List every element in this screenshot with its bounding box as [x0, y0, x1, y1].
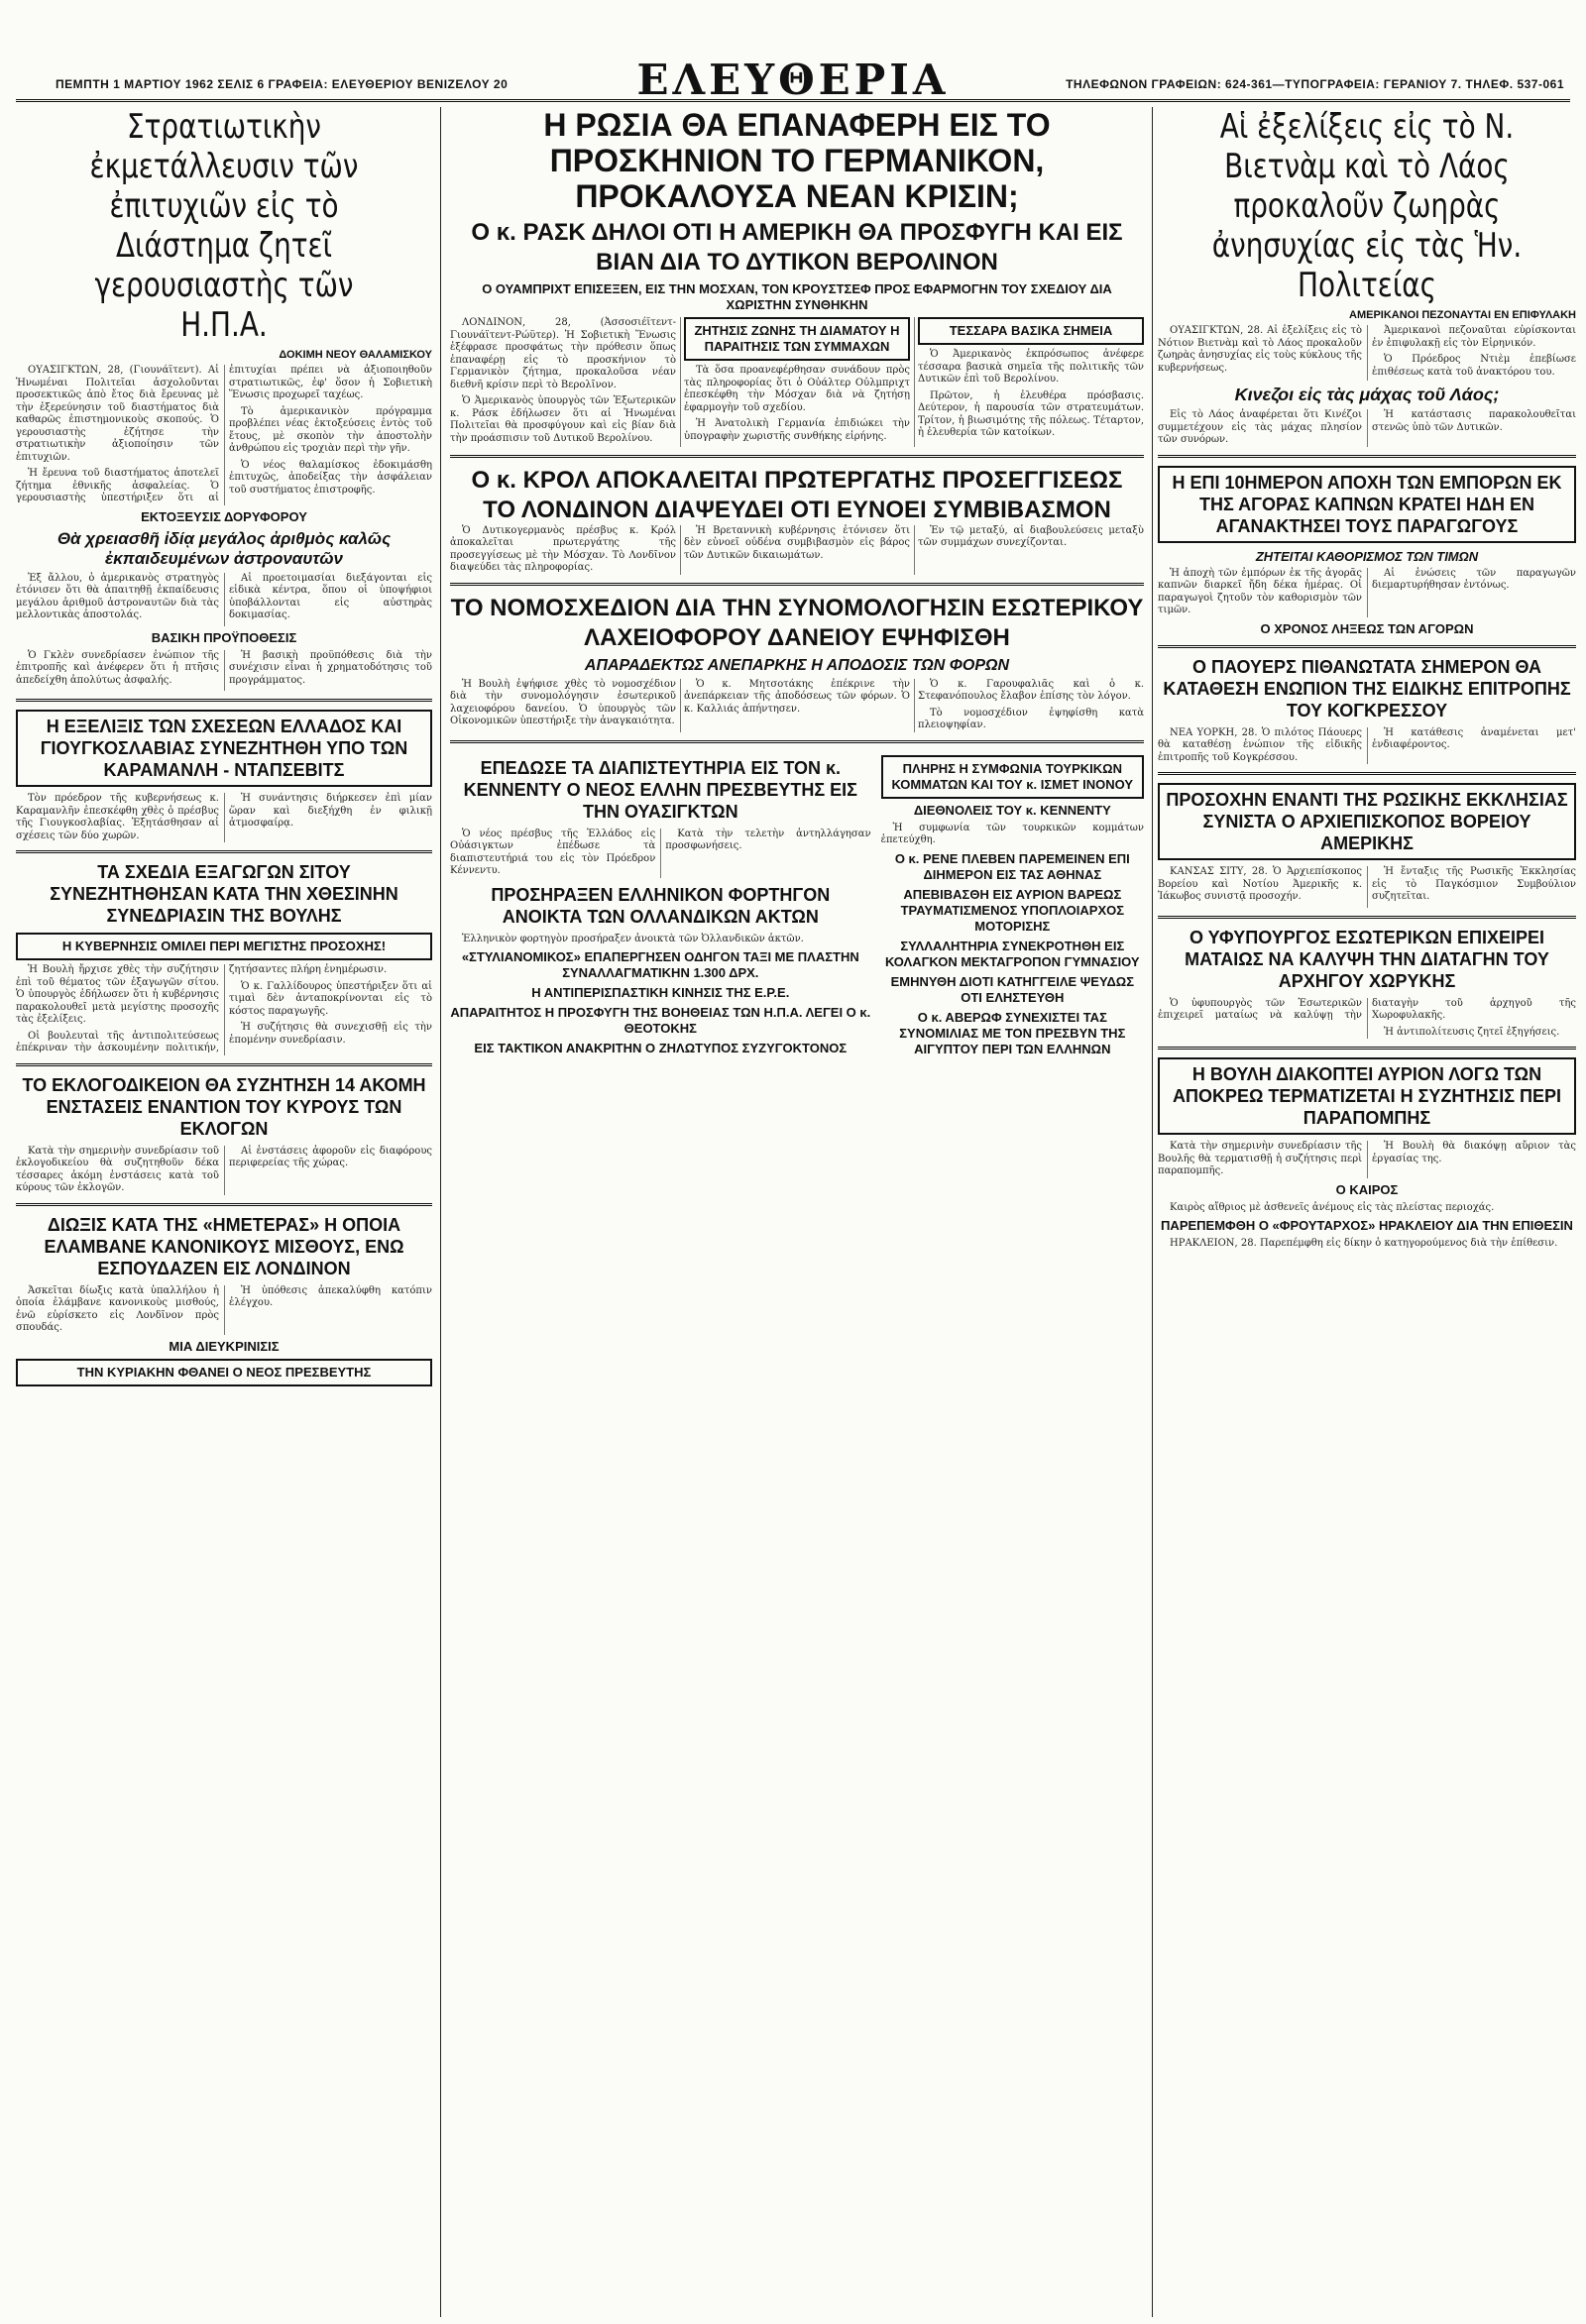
story-headline: ΤΟ ΕΚΛΟΓΟΔΙΚΕΙΟΝ ΘΑ ΣΥΖΗΤΗΣΗ 14 ΑΚΟΜΗ ΕΝΣΤΑΣΕΙΣ ΕΝΑΝΤΙΟΝ ΤΟΥ ΚΥΡΟΥΣ ΤΩΝ ΕΚΛΟΓΩΝ	[22, 1074, 426, 1139]
kicker-headline: Θὰ χρειασθῆ ἰδίᾳ μεγάλος ἀριθμὸς καλῶς ἐκπαιδευμένων ἀστροναυτῶν	[57, 528, 392, 568]
boxed-subhead: ΖΗΤΗΣΙΣ ΖΩΝΗΣ ΤΗ ΔΙΑΜΑΤΟΥ Η ΠΑΡΑΙΤΗΣΙΣ ΤΩΝ ΣΥΜΜΑΧΩΝ	[684, 317, 910, 361]
subhead: ΜΙΑ ΔΙΕΥΚΡΙΝΙΣΙΣ	[169, 1338, 280, 1354]
story-headline: ΤΑ ΣΧΕΔΙΑ ΕΞΑΓΩΓΩΝ ΣΙΤΟΥ ΣΥΝΕΖΗΤΗΘΗΣΑΝ ΚΑΤΑ ΤΗΝ ΧΘΕΣΙΝΗΝ ΣΥΝΕΔΡΙΑΣΙΝ ΤΗΣ ΒΟΥΛΗΣ	[50, 862, 398, 926]
center-column: Η ΡΩΣΙΑ ΘΑ ΕΠΑΝΑΦΕΡΗ ΕΙΣ ΤΟ ΠΡΟΣΚΗΝΙΟΝ ΤΟ ΓΕΡΜΑΝΙΚΟΝ, ΠΡΟΚΑΛΟΥΣΑ ΝΕΑΝ ΚΡΙΣΙΝ; Ο κ. ΡΑΣΚ ΔΗΛΟΙ ΟΤΙ Η ΑΜΕΡΙΚΗ ΘΑ ΠΡΟΣΦΥΓΗ ΚΑΙ ΕΙΣ ΒΙΑΝ ΔΙΑ ΤΟ ΔΥΤΙΚΟΝ ΒΕΡΟΛΙΝΟΝ Ο ΟΥΑΜΠΡΙΧΤ ΕΠΙΣΕΞΕΝ, ΕΙΣ ΤΗΝ ΜΟΣΧΑΝ, ΤΟΝ ΚΡΟΥΣΤΣΕΦ ΠΡΟΣ ΕΦΑΡΜΟΓΗΝ ΤΟΥ ΣΧΕΔΙΟΥ ΔΙΑ ΧΩΡΙΣΤΗΝ ΣΥΝΘΗΚΗΝ ΛΟΝΔΙΝΟΝ, 28, (Ἀσσοσιέϊτεντ-Γιουνάϊτεντ-Ρώϋτερ). Ἡ Σοβιετικὴ Ἕνωσις ἐξέφρασε προσφάτως τὴν πρόθεσιν ὅπως ἐπαναφέρῃ εἰς τὸ προσκήνιον τὸ Γερμανικὸν ζήτημα, προκαλοῦσα νέαν διεθνῆ κρίσιν περὶ τὸ Βερολῖνον. Ὁ Ἀμερικανὸς ὑπουργὸς τῶν Ἐξωτερικῶν κ. Ράσκ ἐδήλωσεν ὅτι αἱ Ἡνωμέναι Πολιτεῖαι θὰ προσφύγουν καὶ εἰς βίαν διὰ τὴν προάσπισιν τοῦ Δυτικοῦ Βερολίνου. ΖΗΤΗΣΙΣ ΖΩΝΗΣ ΤΗ ΔΙΑΜΑΤΟΥ Η ΠΑΡΑΙΤΗΣΙΣ ΤΩΝ ΣΥΜΜΑΧΩΝ Τὰ ὅσα προανεφέρθησαν συνάδουν πρὸς τὰς πληροφορίας ὅτι ὁ Οὐάλτερ Οὐλμπριχτ ἐπεσκέφθη τὴν Μόσχαν διὰ νὰ ζητήσῃ ἐφαρμογὴν τοῦ σχεδίου. Ἡ Ἀνατολικὴ Γερμανία ἐπιδιώκει τὴν ὑπογραφὴν χωριστῆς συνθήκης εἰρήνης. ΤΕΣΣΑΡΑ ΒΑΣΙΚΑ ΣΗΜΕΙΑ Ὁ Ἀμερικανὸς ἐκπρόσωπος ἀνέφερε τέσσαρα βασικὰ σημεῖα τῆς πολιτικῆς τῶν Δυτικῶν ἐπὶ τοῦ Βερολίνου. Πρῶτον, ἡ ἐλευθέρα πρόσβασις. Δεύτερον, ἡ παρουσία τῶν στρατευμάτων. Τρίτον, ἡ βιωσιμότης τῆς πόλεως. Τέταρτον, ἡ ἐλευθερία τῶν κατοίκων. Ο κ. ΚΡΟΛ ΑΠΟΚΑΛΕΙΤΑΙ ΠΡΩΤΕΡΓΑΤΗΣ ΠΡΟΣΕΓΓΙΣΕΩΣ ΤΟ ΛΟΝΔΙΝΟΝ ΔΙΑΨΕΥΔΕΙ ΟΤΙ ΕΥΝΟΕΙ ΣΥΜΒΙΒΑΣΜΟΝ Ὁ Δυτικογερμανὸς πρέσβυς κ. Κρόλ ἀποκαλεῖται πρωτεργάτης τῆς προσεγγίσεως μὲ τὴν Μόσχαν. Τὸ Λονδῖνον διαψεύδει τὰς πληροφορίας. Ἡ Βρεταννικὴ κυβέρνησις ἐτόνισεν ὅτι δὲν εὐνοεῖ οὐδένα συμβιβασμὸν εἰς βάρος τῶν Δυτικῶν δικαιωμάτων. Ἐν τῷ μεταξύ, αἱ διαβουλεύσεις μεταξὺ τῶν συμμάχων συνεχίζονται. ΤΟ ΝΟΜΟΣΧΕΔΙΟΝ ΔΙΑ ΤΗΝ ΣΥΝΟΜΟΛΟΓΗΣΙΝ ΕΣΩΤΕΡΙΚΟΥ ΛΑΧΕΙΟΦΟΡΟΥ ΔΑΝΕΙΟΥ ΕΨΗΦΙΣΘΗ ΑΠΑΡΑΔΕΚΤΩΣ ΑΝΕΠΑΡΚΗΣ Η ΑΠΟΔΟΣΙΣ ΤΩΝ ΦΟΡΩΝ Ἡ Βουλὴ ἐψήφισε χθὲς τὸ νομοσχέδιον διὰ τὴν συνομολόγησιν ἐσωτερικοῦ λαχειοφόρου δανείου. Ὁ ὑπουργὸς τῶν Οἰκονομικῶν ὑπεστήριξε τὴν ἀναγκαιότητα. Ὁ κ. Μητσοτάκης ἐπέκρινε τὴν ἀνεπάρκειαν τῆς ἀποδόσεως τῶν φόρων. Ὁ κ. Καλλιάς ἀπήντησεν. Ὁ κ. Γαρουφαλιᾶς καὶ ὁ κ. Στεφανόπουλος ἔλαβον ἐπίσης τὸν λόγον. Τὸ νομοσχέδιον ἐψηφίσθη κατὰ πλειοψηφίαν. ΕΠΕΔΩΣΕ ΤΑ ΔΙΑΠΙΣΤΕΥΤΗΡΙΑ ΕΙΣ ΤΟΝ κ. ΚΕΝΝΕΝΤΥ Ο ΝΕΟΣ ΕΛΛΗΝ ΠΡΕΣΒΕΥΤΗΣ ΕΙΣ ΤΗΝ ΟΥΑΣΙΓΚΤΩΝ Ὁ νέος πρέσβυς τῆς Ἑλλάδος εἰς Οὐάσιγκτων ἐπέδωσε τὰ διαπιστευτήριά του εἰς τὸν Πρόεδρον Κέννεντυ. Κατὰ τὴν τελετὴν ἀντηλλάγησαν προσφωνήσεις. ΠΡΟΣΗΡΑΞΕΝ ΕΛΛΗΝΙΚΟΝ ΦΟΡΤΗΓΟΝ ΑΝΟΙΚΤΑ ΤΩΝ ΟΛΛΑΝΔΙΚΩΝ ΑΚΤΩΝ Ἑλληνικὸν φορτηγὸν προσήραξεν ἀνοικτὰ τῶν Ὀλλανδικῶν ἀκτῶν. «ΣΤΥΛΙΑΝΟΜΙΚΟΣ» ΕΠΑΠΕΡΓΗΣΕΝ ΟΔΗΓΟΝ ΤΑΞΙ ΜΕ ΠΛΑΣΤΗΝ ΣΥΝΑΛΛΑΓΜΑΤΙΚΗΝ 1.300 ΔΡΧ. Η ΑΝΤΙΠΕΡΙΣΠΑΣΤΙΚΗ ΚΙΝΗΣΙΣ ΤΗΣ Ε.Ρ.Ε. ΑΠΑΡΑΙΤΗΤΟΣ Η ΠΡΟΣΦΥΓΗ ΤΗΣ ΒΟΗΘΕΙΑΣ ΤΩΝ Η.Π.Α. ΛΕΓΕΙ Ο κ. ΘΕΟΤΟΚΗΣ ΕΙΣ ΤΑΚΤΙΚΟΝ ΑΝΑΚΡΙΤΗΝ Ο ΖΗΛΩΤΥΠΟΣ ΣΥΖΥΓΟΚΤΟΝΟΣ ΠΛΗΡΗΣ Η ΣΥΜΦΩΝΙΑ ΤΟΥΡΚΙΚΩΝ ΚΟΜΜΑΤΩΝ ΚΑΙ ΤΟΥ κ. ΙΣΜΕΤ ΙΝΟΝΟΥ ΔΙΕΘΝΟΛΕΙΣ ΤΟΥ κ. ΚΕΝΝΕΝΤΥ Ἡ συμφωνία τῶν τουρκικῶν κομμάτων ἐπετεύχθη. Ο κ. ΡΕΝΕ ΠΛΕΒΕΝ ΠΑΡΕΜΕΙΝΕΝ ΕΠΙ ΔΙΗΜΕΡΟΝ ΕΙΣ ΤΑΣ ΑΘΗΝΑΣ ΑΠΕΒΙΒΑΣΘΗ ΕΙΣ ΑΥΡΙΟΝ ΒΑΡΕΩΣ ΤΡΑΥΜΑΤΙΣΜΕΝΟΣ ΥΠΟΠΛΟΙΑΡΧΟΣ ΜΟΤΟΡΙΣΗΣ ΣΥΛΛΑΛΗΤΗΡΙΑ ΣΥΝΕΚΡΟΤΗΘΗ ΕΙΣ ΚΟΛΑΓΚΟΝ ΜΕΚΤΑΓΡΟΠΟΝ ΓΥΜΝΑΣΙΟΥ ΕΜΗΝΥΘΗ ΔΙΟΤΙ ΚΑΤΗΓΓΕΙΛΕ ΨΕΥΔΩΣ ΟΤΙ ΕΛΗΣΤΕΥΘΗ Ο κ. ΑΒΕΡΩΦ ΣΥΝΕΧΙΣΤΕΙ ΤΑΣ ΣΥΝΟΜΙΛΙΑΣ ΜΕ ΤΟΝ ΠΡΕΣΒΥΝ ΤΗΣ ΑΙΓΥΠΤΟΥ ΠΕΡΙ ΤΩΝ ΕΛΛΗΝΩΝ	[442, 107, 1153, 2317]
kicker-headline: Κινεζοι εἰς τὰς μάχας τοῦ Λάος;	[1234, 385, 1500, 404]
lead-kicker: Ο ΟΥΑΜΠΡΙΧΤ ΕΠΙΣΕΞΕΝ, ΕΙΣ ΤΗΝ ΜΟΣΧΑΝ, ΤΟΝ ΚΡΟΥΣΤΣΕΦ ΠΡΟΣ ΕΦΑΡΜΟΓΗΝ ΤΟΥ ΣΧΕΔΙΟΥ ΔΙΑ ΧΩΡΙΣΤΗΝ ΣΥΝΘΗΚΗΝ	[482, 281, 1112, 312]
story-headline: Η ΕΠΙ 10ΗΜΕΡΟΝ ΑΠΟΧΗ ΤΩΝ ΕΜΠΟΡΩΝ ΕΚ ΤΗΣ ΑΓΟΡΑΣ ΚΑΠΝΩΝ ΚΡΑΤΕΙ ΗΔΗ ΕΝ ΑΓΑΝΑΚΤΗΣΕΙ ΤΟΥΣ ΠΑΡΑΓΩΓΟΥΣ	[1158, 466, 1576, 543]
phone-line: ΤΗΛΕΦΩΝΟΝ ΓΡΑΦΕΙΩΝ: 624-361—ΤΥΠΟΓΡΑΦΕΙΑ: ΓΕΡΑΝΙΟΥ 7. ΤΗΛΕΦ. 537-061	[1066, 77, 1564, 91]
story-headline: Ο κ. ΑΒΕΡΩΦ ΣΥΝΕΧΙΣΤΕΙ ΤΑΣ ΣΥΝΟΜΙΛΙΑΣ ΜΕ ΤΟΝ ΠΡΕΣΒΥΝ ΤΗΣ ΑΙΓΥΠΤΟΥ ΠΕΡΙ ΤΩΝ ΕΛΛΗΝΩΝ	[899, 1009, 1126, 1056]
lead-headline: Η ΡΩΣΙΑ ΘΑ ΕΠΑΝΑΦΕΡΗ ΕΙΣ ΤΟ ΠΡΟΣΚΗΝΙΟΝ ΤΟ ΓΕΡΜΑΝΙΚΟΝ, ΠΡΟΚΑΛΟΥΣΑ ΝΕΑΝ ΚΡΙΣΙΝ;	[543, 107, 1051, 214]
story-headline: ΠΡΟΣΗΡΑΞΕΝ ΕΛΛΗΝΙΚΟΝ ΦΟΡΤΗΓΟΝ ΑΝΟΙΚΤΑ ΤΩΝ ΟΛΛΑΝΔΙΚΩΝ ΑΚΤΩΝ	[491, 884, 831, 927]
story-headline: ΠΛΗΡΗΣ Η ΣΥΜΦΩΝΙΑ ΤΟΥΡΚΙΚΩΝ ΚΟΜΜΑΤΩΝ ΚΑΙ ΤΟΥ κ. ΙΣΜΕΤ ΙΝΟΝΟΥ	[881, 755, 1144, 799]
story-headline: ΕΙΣ ΤΑΚΤΙΚΟΝ ΑΝΑΚΡΙΤΗΝ Ο ΖΗΛΩΤΥΠΟΣ ΣΥΖΥΓΟΚΤΟΝΟΣ	[474, 1041, 848, 1055]
story-headline: Ο ΠΑΟΥΕΡΣ ΠΙΘΑΝΩΤΑΤΑ ΣΗΜΕΡΟΝ ΘΑ ΚΑΤΑΘΕΣΗ ΕΝΩΠΙΟΝ ΤΗΣ ΕΙΔΙΚΗΣ ΕΠΙΤΡΟΠΗΣ ΤΟΥ ΚΟΓΚΡΕΣΣΟΥ	[1163, 656, 1571, 720]
story-headline: ΔΙΩΞΙΣ ΚΑΤΑ ΤΗΣ «ΗΜΕΤΕΡΑΣ» Η ΟΠΟΙΑ ΕΛΑΜΒΑΝΕ ΚΑΝΟΝΙΚΟΥΣ ΜΙΣΘΟΥΣ, ΕΝΩ ΕΣΠΟΥΔΑΖΕΝ ΕΙΣ ΛΟΝΔΙΝΟΝ	[44, 1214, 404, 1278]
story-subheadline: ΤΟ ΛΟΝΔΙΝΟΝ ΔΙΑΨΕΥΔΕΙ ΟΤΙ ΕΥΝΟΕΙ ΣΥΜΒΙΒΑΣΜΟΝ	[483, 496, 1111, 523]
story-subhead: ΔΙΕΘΝΟΛΕΙΣ ΤΟΥ κ. ΚΕΝΝΕΝΤΥ	[913, 802, 1111, 818]
story-headline: ΣΥΛΛΑΛΗΤΗΡΙΑ ΣΥΝΕΚΡΟΤΗΘΗ ΕΙΣ ΚΟΛΑΓΚΟΝ ΜΕΚΤΑΓΡΟΠΟΝ ΓΥΜΝΑΣΙΟΥ	[885, 938, 1140, 969]
story-headline: ΕΜΗΝΥΘΗ ΔΙΟΤΙ ΚΑΤΗΓΓΕΙΛΕ ΨΕΥΔΩΣ ΟΤΙ ΕΛΗΣΤΕΥΘΗ	[890, 973, 1135, 1005]
story-headline: Η ΒΟΥΛΗ ΔΙΑΚΟΠΤΕΙ ΑΥΡΙΟΝ ΛΟΓΩ ΤΩΝ ΑΠΟΚΡΕΩ ΤΕΡΜΑΤΙΖΕΤΑΙ Η ΣΥΖΗΤΗΣΙΣ ΠΕΡΙ ΠΑΡΑΠΟΜΠΗΣ	[1158, 1057, 1576, 1135]
story-headline: ΑΠΑΡΑΙΤΗΤΟΣ Η ΠΡΟΣΦΥΓΗ ΤΗΣ ΒΟΗΘΕΙΑΣ ΤΩΝ Η.Π.Α. ΛΕΓΕΙ Ο κ. ΘΕΟΤΟΚΗΣ	[450, 1005, 871, 1036]
subhead: Ο ΧΡΟΝΟΣ ΛΗΞΕΩΣ ΤΩΝ ΑΓΟΡΩΝ	[1260, 620, 1474, 636]
headline-space: Στρατιωτικὴν ἐκμετάλλευσιν τῶν ἐπιτυχιῶν εἰς τὸ Διάστημα ζητεῖ γερουσιαστὴς τῶν Η.Π.Α.	[89, 107, 359, 345]
story-headline: «ΣΤΥΛΙΑΝΟΜΙΚΟΣ» ΕΠΑΠΕΡΓΗΣΕΝ ΟΔΗΓΟΝ ΤΑΞΙ ΜΕ ΠΛΑΣΤΗΝ ΣΥΝΑΛΛΑΓΜΑΤΙΚΗΝ 1.300 ΔΡΧ.	[461, 949, 859, 980]
boxed-headline: ΤΗΝ ΚΥΡΙΑΚΗΝ ΦΘΑΝΕΙ Ο ΝΕΟΣ ΠΡΕΣΒΕΥΤΗΣ	[16, 1359, 432, 1386]
story-headline: Ο κ. ΚΡΟΛ ΑΠΟΚΑΛΕΙΤΑΙ ΠΡΩΤΕΡΓΑΤΗΣ ΠΡΟΣΕΓΓΙΣΕΩΣ	[471, 466, 1123, 494]
newspaper-title: ΕΛΕΥΘΕΡΙΑ	[636, 55, 950, 104]
weather-headline: Ο ΚΑΙΡΟΣ	[1335, 1181, 1399, 1197]
headline-vietnam: Αἱ ἐξελίξεις εἰς τὸ Ν. Βιετνὰμ καὶ τὸ Λάος προκαλοῦν ζωηρὰς ἀνησυχίας εἰς τὰς Ἡν. Πολιτείας	[1211, 107, 1523, 305]
lead-subheadline: Ο κ. ΡΑΣΚ ΔΗΛΟΙ ΟΤΙ Η ΑΜΕΡΙΚΗ ΘΑ ΠΡΟΣΦΥΓΗ ΚΑΙ ΕΙΣ ΒΙΑΝ ΔΙΑ ΤΟ ΔΥΤΙΚΟΝ ΒΕΡΟΛΙΝΟΝ	[471, 219, 1123, 276]
story-headline: ΕΠΕΔΩΣΕ ΤΑ ΔΙΑΠΙΣΤΕΥΤΗΡΙΑ ΕΙΣ ΤΟΝ κ. ΚΕΝΝΕΝΤΥ Ο ΝΕΟΣ ΕΛΛΗΝ ΠΡΕΣΒΕΥΤΗΣ ΕΙΣ ΤΗΝ ΟΥΑΣΙΓΚΤΩΝ	[463, 757, 857, 822]
left-column: Στρατιωτικὴν ἐκμετάλλευσιν τῶν ἐπιτυχιῶν εἰς τὸ Διάστημα ζητεῖ γερουσιαστὴς τῶν Η.Π.Α. ΔΟΚΙΜΗ ΝΕΟΥ ΘΑΛΑΜΙΣΚΟΥ ΟΥΑΣΙΓΚΤΩΝ, 28, (Γιουνάϊτεντ). Αἱ Ἡνωμέναι Πολιτεῖαι ἀσχολοῦνται προσεκτικῶς ἀπὸ ἔτος διὰ ἔρευνας μὲ τὴν ἐξερεύνησιν τοῦ διαστήματος διὰ καθαρῶς ἐπιστημονικοὺς σκοπούς. Ὁ γερουσιαστὴς ἐζήτησε τὴν στρατιωτικὴν ἀξιοποίησιν τῶν ἐπιτυχιῶν. Ἡ ἔρευνα τοῦ διαστήματος ἀποτελεῖ ζήτημα ἐθνικῆς ἀσφαλείας. Ὁ γερουσιαστὴς ὑπεστήριξεν ὅτι αἱ ἐπιτυχίαι πρέπει νὰ ἀξιοποιηθοῦν στρατιωτικῶς, ἐφ' ὅσον ἡ Σοβιετικὴ Ἕνωσις προχωρεῖ ταχέως. Τὸ ἀμερικανικὸν πρόγραμμα προβλέπει νέας ἐκτοξεύσεις ἐντὸς τοῦ ἔτους, μὲ σκοπὸν τὴν ἀποστολὴν ἀνθρώπου εἰς τροχιὰν περὶ τὴν γῆν. Ὁ νέος θαλαμίσκος ἐδοκιμάσθη ἐπιτυχῶς, ἀποδείξας τὴν ἀσφάλειαν τοῦ συστήματος ἐπιστροφῆς. ΕΚΤΟΞΕΥΣΙΣ ΔΟΡΥΦΟΡΟΥ Θὰ χρειασθῆ ἰδίᾳ μεγάλος ἀριθμὸς καλῶς ἐκπαιδευμένων ἀστροναυτῶν Ἐξ ἄλλου, ὁ ἀμερικανὸς στρατηγὸς ἐτόνισεν ὅτι θὰ ἀπαιτηθῇ ἐκπαίδευσις μεγάλου ἀριθμοῦ ἀστροναυτῶν διὰ τὰς μελλοντικὰς ἀποστολάς. Αἱ προετοιμασίαι διεξάγονται εἰς εἰδικὰ κέντρα, ὅπου οἱ ὑποψήφιοι ὑποβάλλονται εἰς αὐστηρὰς δοκιμασίας. ΒΑΣΙΚΗ ΠΡΟΫΠΟΘΕΣΙΣ Ὁ Γκλὲν συνεδρίασεν ἐνώπιον τῆς ἐπιτροπῆς καὶ ἀνέφερεν ὅτι ἡ πτῆσις ἀπεδείχθη ἀπολύτως ἀσφαλής. Ἡ βασικὴ προϋπόθεσις διὰ τὴν συνέχισιν εἶναι ἡ χρηματοδότησις τοῦ προγράμματος. Η ΕΞΕΛΙΞΙΣ ΤΩΝ ΣΧΕΣΕΩΝ ΕΛΛΑΔΟΣ ΚΑΙ ΓΙΟΥΓΚΟΣΛΑΒΙΑΣ ΣΥΝΕΖΗΤΗΘΗ ΥΠΟ ΤΩΝ ΚΑΡΑΜΑΝΛΗ - ΝΤΑΠΣΕΒΙΤΣ Τὸν πρόεδρον τῆς κυβερνήσεως κ. Καραμανλῆν ἐπεσκέφθη χθὲς ὁ πρέσβυς τῆς Γιουγκοσλαβίας. Ἐξητάσθησαν αἱ σχέσεις τῶν δύο χωρῶν. Ἡ συνάντησις διήρκεσεν ἐπὶ μίαν ὥραν καὶ διεξήχθη ἐν φιλικῇ ἀτμοσφαίρᾳ. ΤΑ ΣΧΕΔΙΑ ΕΞΑΓΩΓΩΝ ΣΙΤΟΥ ΣΥΝΕΖΗΤΗΘΗΣΑΝ ΚΑΤΑ ΤΗΝ ΧΘΕΣΙΝΗΝ ΣΥΝΕΔΡΙΑΣΙΝ ΤΗΣ ΒΟΥΛΗΣ Η ΚΥΒΕΡΝΗΣΙΣ ΟΜΙΛΕΙ ΠΕΡΙ ΜΕΓΙΣΤΗΣ ΠΡΟΣΟΧΗΣ! Ἡ Βουλὴ ἤρχισε χθὲς τὴν συζήτησιν ἐπὶ τοῦ θέματος τῶν ἐξαγωγῶν σίτου. Ὁ ὑπουργὸς ἐδήλωσεν ὅτι ἡ κυβέρνησις παρακολουθεῖ μετὰ μεγίστης προσοχῆς τὰς ἐξελίξεις. Οἱ βουλευταὶ τῆς ἀντιπολιτεύσεως ἐπέκριναν τὴν ἀσκουμένην πολιτικήν, ζητήσαντες πλήρη ἐνημέρωσιν. Ὁ κ. Γαλλίδουρος ὑπεστήριξεν ὅτι αἱ τιμαὶ δὲν ἀνταποκρίνονται εἰς τὸ κόστος παραγωγῆς. Ἡ συζήτησις θὰ συνεχισθῇ εἰς τὴν ἑπομένην συνεδρίασιν. ΤΟ ΕΚΛΟΓΟΔΙΚΕΙΟΝ ΘΑ ΣΥΖΗΤΗΣΗ 14 ΑΚΟΜΗ ΕΝΣΤΑΣΕΙΣ ΕΝΑΝΤΙΟΝ ΤΟΥ ΚΥΡΟΥΣ ΤΩΝ ΕΚΛΟΓΩΝ Κατὰ τὴν σημερινὴν συνεδρίασιν τοῦ ἐκλογοδικείου θὰ συζητηθοῦν δέκα τέσσαρες ἀκόμη ἐνστάσεις κατὰ τοῦ κύρους τῶν ἐκλογῶν. Αἱ ἐνστάσεις ἀφοροῦν εἰς διαφόρους περιφερείας τῆς χώρας. ΔΙΩΞΙΣ ΚΑΤΑ ΤΗΣ «ΗΜΕΤΕΡΑΣ» Η ΟΠΟΙΑ ΕΛΑΜΒΑΝΕ ΚΑΝΟΝΙΚΟΥΣ ΜΙΣΘΟΥΣ, ΕΝΩ ΕΣΠΟΥΔΑΖΕΝ ΕΙΣ ΛΟΝΔΙΝΟΝ Ἀσκεῖται δίωξις κατὰ ὑπαλλήλου ἡ ὁποία ἐλάμβανε κανονικοὺς μισθούς, ἐνῶ εὑρίσκετο εἰς Λονδῖνον πρὸς σπουδάς. Ἡ ὑπόθεσις ἀπεκαλύφθη κατόπιν ἐλέγχου. ΜΙΑ ΔΙΕΥΚΡΙΝΙΣΙΣ ΤΗΝ ΚΥΡΙΑΚΗΝ ΦΘΑΝΕΙ Ο ΝΕΟΣ ΠΡΕΣΒΕΥΤΗΣ	[16, 107, 441, 2317]
story-headline: ΤΟ ΝΟΜΟΣΧΕΔΙΟΝ ΔΙΑ ΤΗΝ ΣΥΝΟΜΟΛΟΓΗΣΙΝ ΕΣΩΤΕΡΙΚΟΥ ΛΑΧΕΙΟΦΟΡΟΥ ΔΑΝΕΙΟΥ ΕΨΗΦΙΣΘΗ	[450, 594, 1144, 651]
story-headline: ΠΑΡΕΠΕΜΦΘΗ Ο «ΦΡΟΥΤΑΡΧΟΣ» ΗΡΑΚΛΕΙΟΥ ΔΙΑ ΤΗΝ ΕΠΙΘΕΣΙΝ	[1161, 1218, 1573, 1233]
newspaper-page	[16, 8, 1576, 2317]
byline: ΔΟΚΙΜΗ ΝΕΟΥ ΘΑΛΑΜΙΣΚΟΥ	[279, 349, 432, 361]
story-headline: Ο ΥΦΥΠΟΥΡΓΟΣ ΕΣΩΤΕΡΙΚΩΝ ΕΠΙΧΕΙΡΕΙ ΜΑΤΑΙΩΣ ΝΑ ΚΑΛΥΨΗ ΤΗΝ ΔΙΑΤΑΓΗΝ ΤΟΥ ΑΡΧΗΓΟΥ ΧΩΡΥΚΗΣ	[1185, 927, 1549, 991]
lead-article-body: ΛΟΝΔΙΝΟΝ, 28, (Ἀσσοσιέϊτεντ-Γιουνάϊτεντ-Ρώϋτερ). Ἡ Σοβιετικὴ Ἕνωσις ἐξέφρασε προσφάτως τὴν πρόθεσιν ὅπως ἐπαναφέρῃ εἰς τὸ προσκήνιον τὸ Γερμανικὸν ζήτημα, προκαλοῦσα νέαν διεθνῆ κρίσιν περὶ τὸ Βερολῖνον. Ὁ Ἀμερικανὸς ὑπουργὸς τῶν Ἐξωτερικῶν κ. Ράσκ ἐδήλωσεν ὅτι αἱ Ἡνωμέναι Πολιτεῖαι θὰ προσφύγουν καὶ εἰς βίαν διὰ τὴν προάσπισιν τοῦ Δυτικοῦ Βερολίνου. ΖΗΤΗΣΙΣ ΖΩΝΗΣ ΤΗ ΔΙΑΜΑΤΟΥ Η ΠΑΡΑΙΤΗΣΙΣ ΤΩΝ ΣΥΜΜΑΧΩΝ Τὰ ὅσα προανεφέρθησαν συνάδουν πρὸς τὰς πληροφορίας ὅτι ὁ Οὐάλτερ Οὐλμπριχτ ἐπεσκέφθη τὴν Μόσχαν διὰ νὰ ζητήσῃ ἐφαρμογὴν τοῦ σχεδίου. Ἡ Ἀνατολικὴ Γερμανία ἐπιδιώκει τὴν ὑπογραφὴν χωριστῆς συνθήκης εἰρήνης. ΤΕΣΣΑΡΑ ΒΑΣΙΚΑ ΣΗΜΕΙΑ Ὁ Ἀμερικανὸς ἐκπρόσωπος ἀνέφερε τέσσαρα βασικὰ σημεῖα τῆς πολιτικῆς τῶν Δυτικῶν ἐπὶ τοῦ Βερολίνου. Πρῶτον, ἡ ἐλευθέρα πρόσβασις. Δεύτερον, ἡ παρουσία τῶν στρατευμάτων. Τρίτον, ἡ βιωσιμότης τῆς πόλεως. Τέταρτον, ἡ ἐλευθερία τῶν κατοίκων.	[450, 317, 1144, 444]
article-text: ΛΟΝΔΙΝΟΝ, 28, (Ἀσσοσιέϊτεντ-Γιουνάϊτεντ-Ρώϋτερ). Ἡ Σοβιετικὴ Ἕνωσις ἐξέφρασε προσφάτως τὴν πρόθεσιν ὅπως ἐπαναφέρῃ εἰς τὸ προσκήνιον τὸ Γερμανικὸν ζήτημα, προκαλοῦσα νέαν διεθνῆ κρίσιν περὶ τὸ Βερολῖνον.	[450, 317, 676, 390]
article-body: ΟΥΑΣΙΓΚΤΩΝ, 28, (Γιουνάϊτεντ). Αἱ Ἡνωμέναι Πολιτεῖαι ἀσχολοῦνται προσεκτικῶς ἀπὸ ἔτος διὰ ἔρευνας μὲ τὴν ἐξερεύνησιν τοῦ διαστήματος διὰ καθαρῶς ἐπιστημονικοὺς σκοπούς. Ὁ γερουσιαστὴς ἐζήτησε τὴν στρατιωτικὴν ἀξιοποίησιν τῶν ἐπιτυχιῶν. Ἡ ἔρευνα τοῦ διαστήματος ἀποτελεῖ ζήτημα ἐθνικῆς ἀσφαλείας. Ὁ γερουσιαστὴς ὑπεστήριξεν ὅτι αἱ ἐπιτυχίαι πρέπει νὰ ἀξιοποιηθοῦν στρατιωτικῶς, ἐφ' ὅσον ἡ Σοβιετικὴ Ἕνωσις προχωρεῖ ταχέως. Τὸ ἀμερικανικὸν πρόγραμμα προβλέπει νέας ἐκτοξεύσεις ἐντὸς τοῦ ἔτους, μὲ σκοπὸν τὴν ἀποστολὴν ἀνθρώπου εἰς τροχιὰν περὶ τὴν γῆν. Ὁ νέος θαλαμίσκος ἐδοκιμάσθη ἐπιτυχῶς, ἀποδείξας τὴν ἀσφάλειαν τοῦ συστήματος ἐπιστροφῆς.	[16, 365, 432, 503]
right-column: Αἱ ἐξελίξεις εἰς τὸ Ν. Βιετνὰμ καὶ τὸ Λάος προκαλοῦν ζωηρὰς ἀνησυχίας εἰς τὰς Ἡν. Πολιτείας ΑΜΕΡΙΚΑΝΟΙ ΠΕΖΟΝΑΥΤΑΙ ΕΝ ΕΠΙΦΥΛΑΚΗ ΟΥΑΣΙΓΚΤΩΝ, 28. Αἱ ἐξελίξεις εἰς τὸ Νότιον Βιετνὰμ καὶ τὸ Λάος προκαλοῦν ζωηρὰς ἀνησυχίας εἰς τοὺς κύκλους τῆς κυβερνήσεως. Ἀμερικανοὶ πεζοναῦται εὑρίσκονται ἐν ἐπιφυλακῇ εἰς τὸν Εἰρηνικόν. Ὁ Πρόεδρος Ντιὲμ ἐπεβίωσε ἐπιθέσεως κατὰ τοῦ ἀνακτόρου του. Κινεζοι εἰς τὰς μάχας τοῦ Λάος; Εἰς τὸ Λάος ἀναφέρεται ὅτι Κινέζοι συμμετέχουν εἰς τὰς μάχας πλησίον τῶν συνόρων. Ἡ κατάστασις παρακολουθεῖται στενῶς ὑπὸ τῶν Δυτικῶν. Η ΕΠΙ 10ΗΜΕΡΟΝ ΑΠΟΧΗ ΤΩΝ ΕΜΠΟΡΩΝ ΕΚ ΤΗΣ ΑΓΟΡΑΣ ΚΑΠΝΩΝ ΚΡΑΤΕΙ ΗΔΗ ΕΝ ΑΓΑΝΑΚΤΗΣΕΙ ΤΟΥΣ ΠΑΡΑΓΩΓΟΥΣ ΖΗΤΕΙΤΑΙ ΚΑΘΟΡΙΣΜΟΣ ΤΩΝ ΤΙΜΩΝ Ἡ ἀποχὴ τῶν ἐμπόρων ἐκ τῆς ἀγορᾶς καπνῶν διαρκεῖ ἤδη δέκα ἡμέρας. Οἱ παραγωγοὶ ζητοῦν τὸν καθορισμὸν τῶν τιμῶν. Αἱ ἑνώσεις τῶν παραγωγῶν διεμαρτυρήθησαν ἐντόνως. Ο ΧΡΟΝΟΣ ΛΗΞΕΩΣ ΤΩΝ ΑΓΟΡΩΝ Ο ΠΑΟΥΕΡΣ ΠΙΘΑΝΩΤΑΤΑ ΣΗΜΕΡΟΝ ΘΑ ΚΑΤΑΘΕΣΗ ΕΝΩΠΙΟΝ ΤΗΣ ΕΙΔΙΚΗΣ ΕΠΙΤΡΟΠΗΣ ΤΟΥ ΚΟΓΚΡΕΣΣΟΥ ΝΕΑ ΥΟΡΚΗ, 28. Ὁ πιλότος Πάουερς θὰ καταθέσῃ ἐνώπιον τῆς εἰδικῆς ἐπιτροπῆς τοῦ Κογκρέσσου. Ἡ κατάθεσις ἀναμένεται μετ' ἐνδιαφέροντος. ΠΡΟΣΟΧΗΝ ΕΝΑΝΤΙ ΤΗΣ ΡΩΣΙΚΗΣ ΕΚΚΛΗΣΙΑΣ ΣΥΝΙΣΤΑ Ο ΑΡΧΙΕΠΙΣΚΟΠΟΣ ΒΟΡΕΙΟΥ ΑΜΕΡΙΚΗΣ ΚΑΝΣΑΣ ΣΙΤΥ, 28. Ὁ Ἀρχιεπίσκοπος Βορείου καὶ Νοτίου Ἀμερικῆς κ. Ἰάκωβος συνιστᾷ προσοχήν. Ἡ ἔνταξις τῆς Ρωσικῆς Ἐκκλησίας εἰς τὸ Παγκόσμιον Συμβούλιον συζητεῖται. Ο ΥΦΥΠΟΥΡΓΟΣ ΕΣΩΤΕΡΙΚΩΝ ΕΠΙΧΕΙΡΕΙ ΜΑΤΑΙΩΣ ΝΑ ΚΑΛΥΨΗ ΤΗΝ ΔΙΑΤΑΓΗΝ ΤΟΥ ΑΡΧΗΓΟΥ ΧΩΡΥΚΗΣ Ὁ ὑφυπουργὸς τῶν Ἐσωτερικῶν ἐπιχειρεῖ ματαίως νὰ καλύψῃ τὴν διαταγὴν τοῦ ἀρχηγοῦ τῆς Χωροφυλακῆς. Ἡ ἀντιπολίτευσις ζητεῖ ἐξηγήσεις. Η ΒΟΥΛΗ ΔΙΑΚΟΠΤΕΙ ΑΥΡΙΟΝ ΛΟΓΩ ΤΩΝ ΑΠΟΚΡΕΩ ΤΕΡΜΑΤΙΖΕΤΑΙ Η ΣΥΖΗΤΗΣΙΣ ΠΕΡΙ ΠΑΡΑΠΟΜΠΗΣ Κατὰ τὴν σημερινὴν συνεδρίασιν τῆς Βουλῆς θὰ τερματισθῇ ἡ συζήτησις περὶ παραπομπῆς. Ἡ Βουλὴ θὰ διακόψῃ αὔριον τὰς ἐργασίας της. Ο ΚΑΙΡΟΣ Καιρὸς αἴθριος μὲ ἀσθενεῖς ἀνέμους εἰς τὰς πλείστας περιοχάς. ΠΑΡΕΠΕΜΦΘΗ Ο «ΦΡΟΥΤΑΡΧΟΣ» ΗΡΑΚΛΕΙΟΥ ΔΙΑ ΤΗΝ ΕΠΙΘΕΣΙΝ ΗΡΑΚΛΕΙΟΝ, 28. Παρεπέμφθη εἰς δίκην ὁ κατηγορούμενος διὰ τὴν ἐπίθεσιν.	[1158, 107, 1576, 1249]
subhead: ΕΚΤΟΞΕΥΣΙΣ ΔΟΡΥΦΟΡΟΥ	[141, 508, 307, 524]
date-line: ΠΕΜΠΤΗ 1 ΜΑΡΤΙΟΥ 1962 ΣΕΛΙΣ 6 ΓΡΑΦΕΙΑ: ΕΛΕΥΘΕΡΙΟΥ ΒΕΝΙΖΕΛΟΥ 20	[56, 77, 509, 91]
story-subhead: ΖΗΤΕΙΤΑΙ ΚΑΘΟΡΙΣΜΟΣ ΤΩΝ ΤΙΜΩΝ	[1255, 548, 1479, 564]
story-headline: Η ΑΝΤΙΠΕΡΙΣΠΑΣΤΙΚΗ ΚΙΝΗΣΙΣ ΤΗΣ Ε.Ρ.Ε.	[531, 985, 790, 1000]
story-headline: Η ΕΞΕΛΙΞΙΣ ΤΩΝ ΣΧΕΣΕΩΝ ΕΛΛΑΔΟΣ ΚΑΙ ΓΙΟΥΓΚΟΣΛΑΒΙΑΣ ΣΥΝΕΖΗΤΗΘΗ ΥΠΟ ΤΩΝ ΚΑΡΑΜΑΝΛΗ - ΝΤΑΠΣΕΒΙΤΣ	[16, 710, 432, 787]
article-text: ΟΥΑΣΙΓΚΤΩΝ, 28, (Γιουνάϊτεντ). Αἱ Ἡνωμέναι Πολιτεῖαι ἀσχολοῦνται προσεκτικῶς ἀπὸ ἔτος διὰ ἔρευνας μὲ τὴν ἐξερεύνησιν τοῦ διαστήματος διὰ καθαρῶς ἐπιστημονικοὺς σκοπούς. Ὁ γερουσιαστὴς ἐζήτησε τὴν στρατιωτικὴν ἀξιοποίησιν τῶν ἐπιτυχιῶν.	[16, 365, 219, 463]
subhead: ΒΑΣΙΚΗ ΠΡΟΫΠΟΘΕΣΙΣ	[151, 629, 297, 645]
boxed-subhead: ΤΕΣΣΑΡΑ ΒΑΣΙΚΑ ΣΗΜΕΙΑ	[918, 317, 1144, 345]
story-headline: ΠΡΟΣΟΧΗΝ ΕΝΑΝΤΙ ΤΗΣ ΡΩΣΙΚΗΣ ΕΚΚΛΗΣΙΑΣ ΣΥΝΙΣΤΑ Ο ΑΡΧΙΕΠΙΣΚΟΠΟΣ ΒΟΡΕΙΟΥ ΑΜΕΡΙΚΗΣ	[1158, 783, 1576, 860]
story-subhead: Η ΚΥΒΕΡΝΗΣΙΣ ΟΜΙΛΕΙ ΠΕΡΙ ΜΕΓΙΣΤΗΣ ΠΡΟΣΟΧΗΣ!	[16, 933, 432, 960]
story-headline: ΑΠΕΒΙΒΑΣΘΗ ΕΙΣ ΑΥΡΙΟΝ ΒΑΡΕΩΣ ΤΡΑΥΜΑΤΙΣΜΕΝΟΣ ΥΠΟΠΛΟΙΑΡΧΟΣ ΜΟΤΟΡΙΣΗΣ	[900, 886, 1125, 934]
masthead	[16, 8, 1570, 102]
story-subhead: ΑΠΑΡΑΔΕΚΤΩΣ ΑΝΕΠΑΡΚΗΣ Η ΑΠΟΔΟΣΙΣ ΤΩΝ ΦΟΡΩΝ	[584, 656, 1010, 674]
story-headline: Ο κ. ΡΕΝΕ ΠΛΕΒΕΝ ΠΑΡΕΜΕΙΝΕΝ ΕΠΙ ΔΙΗΜΕΡΟΝ ΕΙΣ ΤΑΣ ΑΘΗΝΑΣ	[894, 850, 1130, 882]
byline: ΑΜΕΡΙΚΑΝΟΙ ΠΕΖΟΝΑΥΤΑΙ ΕΝ ΕΠΙΦΥΛΑΚΗ	[1349, 309, 1576, 321]
